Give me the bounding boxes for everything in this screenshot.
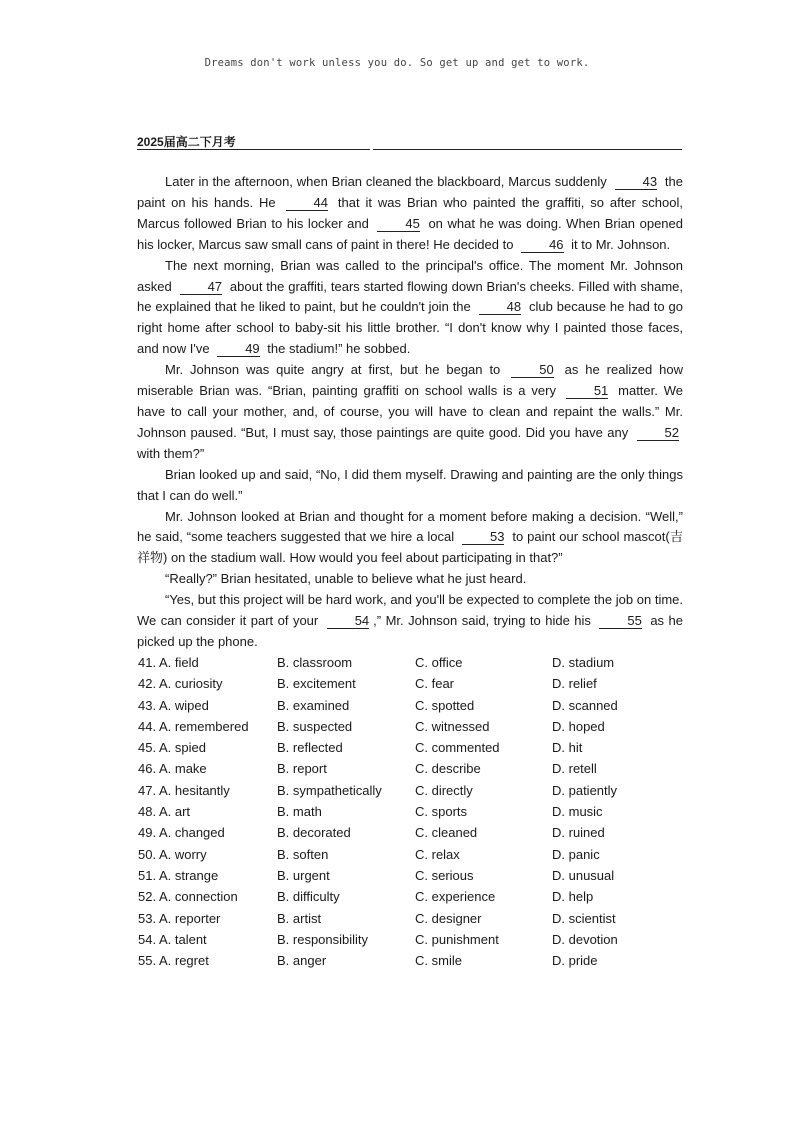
option-d: D. pride — [552, 953, 598, 969]
blank-55: 55 — [599, 613, 641, 629]
option-d: D. hoped — [552, 718, 605, 734]
option-d: D. music — [552, 804, 603, 820]
option-b: B. excitement — [277, 676, 356, 692]
option-b: B. difficulty — [277, 889, 340, 905]
option-d: D. scanned — [552, 697, 618, 713]
blank-45: 45 — [377, 216, 419, 232]
passage-text: Brian looked up and said, “No, I did them myself. Drawing and painting are the only things that I can do well.” — [137, 466, 683, 503]
blank-53: 53 — [462, 529, 504, 545]
option-a: 55. A. regret — [138, 953, 209, 969]
option-row — [138, 932, 698, 953]
option-b: B. math — [277, 804, 322, 820]
passage-text: with them?” — [137, 445, 205, 461]
option-c: C. sports — [415, 804, 468, 820]
passage-text: Mr. Johnson looked at Brian and thought for a moment before making a decision. “Well,” he said, “some teachers suggested that we hire a local — [137, 508, 683, 545]
option-a: 51. A. strange — [138, 867, 219, 883]
passage-text: Later in the afternoon, when Brian cleaned the blackboard, Marcus suddenly — [165, 174, 611, 189]
option-c: C. witnessed — [415, 718, 490, 734]
blank-50: 50 — [511, 362, 553, 378]
passage-text: “Yes, but this project will be hard work, and you'll be expected to complete the job on time. We can consider it part of your — [137, 592, 683, 629]
option-c: C. punishment — [415, 931, 499, 947]
blank-54: 54 — [327, 613, 369, 629]
option-a: 52. A. connection — [138, 889, 238, 905]
option-a: 53. A. reporter — [138, 910, 221, 926]
blank-43: 43 — [615, 174, 657, 190]
option-d: D. panic — [552, 846, 600, 862]
option-b: B. suspected — [277, 718, 353, 734]
option-row — [138, 719, 698, 740]
option-row — [138, 676, 698, 697]
option-d: D. scientist — [552, 910, 616, 926]
exam-title: 2025届高二下月考 — [137, 135, 236, 149]
option-c: C. smile — [415, 953, 462, 969]
blank-47: 47 — [180, 279, 222, 295]
option-b: B. report — [277, 761, 327, 777]
option-b: B. artist — [277, 910, 322, 926]
passage-paragraph — [137, 569, 683, 590]
option-row — [138, 953, 698, 974]
option-b: B. sympathetically — [277, 782, 382, 798]
passage-text: club because he had to go right home after school to baby-sit his little brother. “I don't know why I painted those faces, and now I've — [137, 299, 683, 357]
exam-header — [137, 133, 682, 151]
answer-options — [138, 655, 698, 974]
option-b: B. decorated — [277, 825, 351, 841]
option-a: 47. A. hesitantly — [138, 782, 230, 798]
passage-text: Mr. Johnson was quite angry at first, but he began to — [165, 362, 508, 378]
option-c: C. cleaned — [415, 825, 478, 841]
option-d: D. unusual — [552, 867, 615, 883]
option-c: C. fear — [415, 676, 455, 692]
option-a: 44. A. remembered — [138, 718, 249, 734]
passage-paragraph — [137, 590, 683, 653]
option-a: 48. A. art — [138, 804, 191, 820]
option-a: 54. A. talent — [138, 931, 207, 947]
passage-paragraph — [137, 465, 683, 507]
passage-text: ,” Mr. Johnson said, trying to hide his — [373, 613, 596, 629]
passage-paragraph — [137, 172, 683, 256]
passage-text: to paint our school mascot(吉祥物) on the stadium wall. How would you feel about participating in that?” — [137, 529, 683, 566]
passage-text: matter. We have to call your mother, and, of course, you will have to clean and repaint the walls.” Mr. Johnson paused. “But, I must say, those paintings are quite good. Did you have any — [137, 383, 683, 440]
option-row — [138, 783, 698, 804]
option-c: C. spotted — [415, 697, 475, 713]
passage-text: as he realized how miserable Brian was. “Brian, painting graffiti on school walls is a very — [137, 362, 683, 399]
option-c: C. office — [415, 655, 463, 670]
option-b: B. soften — [277, 846, 329, 862]
blank-48: 48 — [479, 299, 521, 315]
blank-49: 49 — [217, 341, 259, 357]
header-rule-left — [137, 149, 370, 150]
option-b: B. anger — [277, 953, 327, 969]
passage-text: that it was Brian who painted the graffiti, so after school, Marcus followed Brian to his locker and — [137, 194, 683, 231]
option-c: C. describe — [415, 761, 481, 777]
option-c: C. relax — [415, 846, 460, 862]
option-d: D. help — [552, 889, 594, 905]
option-d: D. relief — [552, 676, 597, 692]
blank-46: 46 — [521, 237, 563, 253]
option-row — [138, 804, 698, 825]
option-c: C. experience — [415, 889, 496, 905]
option-d: D. hit — [552, 740, 583, 756]
passage-text: the stadium!” he sobbed. — [263, 341, 411, 357]
passage-paragraph — [137, 507, 683, 570]
passage-text: the paint on his hands. He — [137, 174, 683, 210]
option-d: D. devotion — [552, 931, 618, 947]
option-c: C. designer — [415, 910, 482, 926]
option-row — [138, 825, 698, 846]
option-d: D. ruined — [552, 825, 605, 841]
option-d: D. patiently — [552, 782, 618, 798]
passage-text: as he picked up the phone. — [137, 613, 683, 649]
option-row — [138, 911, 698, 932]
passage-paragraph — [137, 256, 683, 361]
passage-paragraph — [137, 360, 683, 465]
passage-text: it to Mr. Johnson. — [567, 236, 671, 252]
option-d: D. stadium — [552, 655, 615, 670]
option-row — [138, 761, 698, 782]
passage-text: on what he was doing. When Brian opened his locker, Marcus saw small cans of paint in there! He decided to — [137, 215, 683, 252]
passage-text: about the graffiti, tears started flowing down Brian's cheeks. Filled with shame, he explained that he liked to paint, but he couldn't join the — [137, 278, 683, 315]
option-c: C. commented — [415, 740, 500, 756]
passage-text: The next morning, Brian was called to the principal's office. The moment Mr. Johnson asked — [137, 257, 683, 294]
cloze-passage — [137, 172, 683, 653]
option-b: B. urgent — [277, 867, 330, 883]
option-b: B. classroom — [277, 655, 353, 670]
option-a: 45. A. spied — [138, 740, 206, 756]
option-row — [138, 698, 698, 719]
option-row — [138, 740, 698, 761]
option-b: B. reflected — [277, 740, 343, 756]
option-a: 46. A. make — [138, 761, 207, 777]
option-b: B. responsibility — [277, 931, 369, 947]
header-rule-right — [373, 149, 682, 150]
option-a: 50. A. worry — [138, 846, 207, 862]
option-c: C. directly — [415, 782, 473, 798]
option-row — [138, 889, 698, 910]
option-a: 42. A. curiosity — [138, 676, 223, 692]
option-d: D. retell — [552, 761, 597, 777]
option-row — [138, 868, 698, 889]
option-row — [138, 655, 698, 676]
option-b: B. examined — [277, 697, 350, 713]
blank-52: 52 — [637, 425, 679, 441]
option-a: 49. A. changed — [138, 825, 225, 841]
blank-44: 44 — [286, 195, 328, 211]
option-row — [138, 847, 698, 868]
option-a: 43. A. wiped — [138, 697, 209, 713]
option-a: 41. A. field — [138, 655, 199, 670]
motto-line: Dreams don't work unless you do. So get up and get to work. — [204, 57, 590, 69]
passage-text: “Really?” Brian hesitated, unable to believe what he just heard. — [165, 571, 527, 587]
blank-51: 51 — [566, 383, 608, 399]
option-c: C. serious — [415, 867, 474, 883]
